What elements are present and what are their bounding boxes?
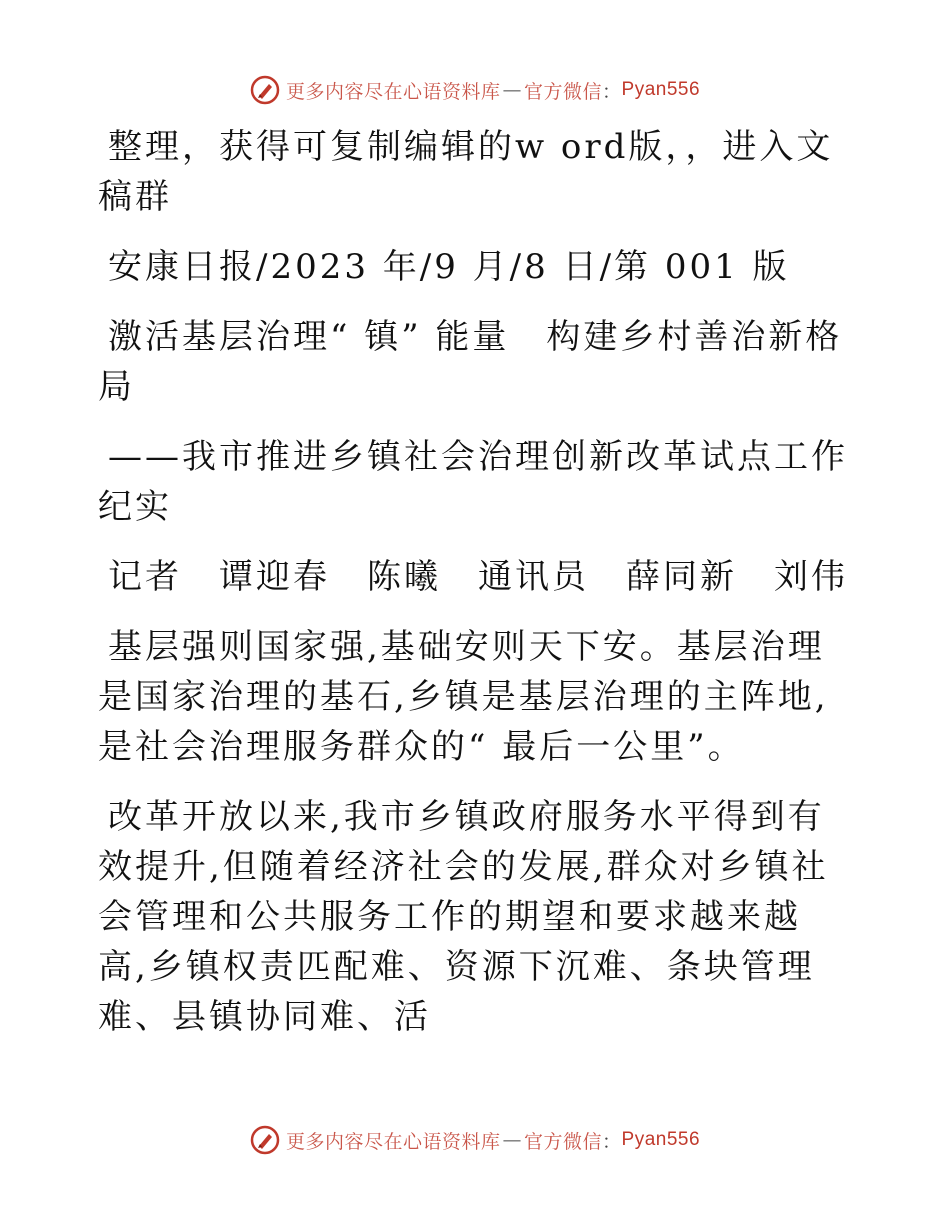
watermark-separator: ： [602, 80, 622, 103]
pen-seal-logo-icon [250, 75, 280, 105]
watermark-header [0, 70, 950, 110]
watermark-dash: — [502, 1129, 522, 1151]
watermark-wechat-id: Pyan556 [621, 1129, 701, 1150]
watermark-brand: 更多内容尽在心语资料库 [285, 1130, 501, 1153]
watermark-separator: ： [602, 1130, 622, 1153]
pen-seal-logo-icon [250, 1125, 280, 1155]
subheadline: ——我市推进乡镇社会治理创新改革试点工作纪实 [98, 437, 848, 527]
document-body [98, 122, 850, 1042]
watermark-dash: — [502, 79, 522, 101]
byline: 记者 谭迎春 陈曦 通讯员 薛同新 刘伟 [108, 557, 848, 597]
watermark-wechat-id: Pyan556 [621, 79, 701, 100]
watermark-official: 官方微信 [523, 1130, 602, 1153]
watermark-brand: 更多内容尽在心语资料库 [285, 80, 501, 103]
document-note: 整理，获得可复制编辑的w ord版，，进入文稿群 [98, 127, 834, 217]
body-paragraph: 基层强则国家强,基础安则天下安。基层治理是国家治理的基石,乡镇是基层治理的主阵地,是社会治理服务群众的“ 最后一公里”。 [98, 627, 829, 767]
source-line: 安康日报/2023 年/9 月/8 日/第 001 版 [108, 247, 790, 287]
watermark-footer [0, 1120, 950, 1160]
watermark-official: 官方微信 [523, 80, 602, 103]
body-paragraph: 改革开放以来,我市乡镇政府服务水平得到有效提升,但随着经济社会的发展,群众对乡镇社会管理和公共服务工作的期望和要求越来越高,乡镇权责匹配难、资源下沉难、条块管理难、县镇协同难、活 [98, 797, 829, 1037]
headline: 激活基层治理“ 镇” 能量 构建乡村善治新格局 [98, 317, 843, 407]
